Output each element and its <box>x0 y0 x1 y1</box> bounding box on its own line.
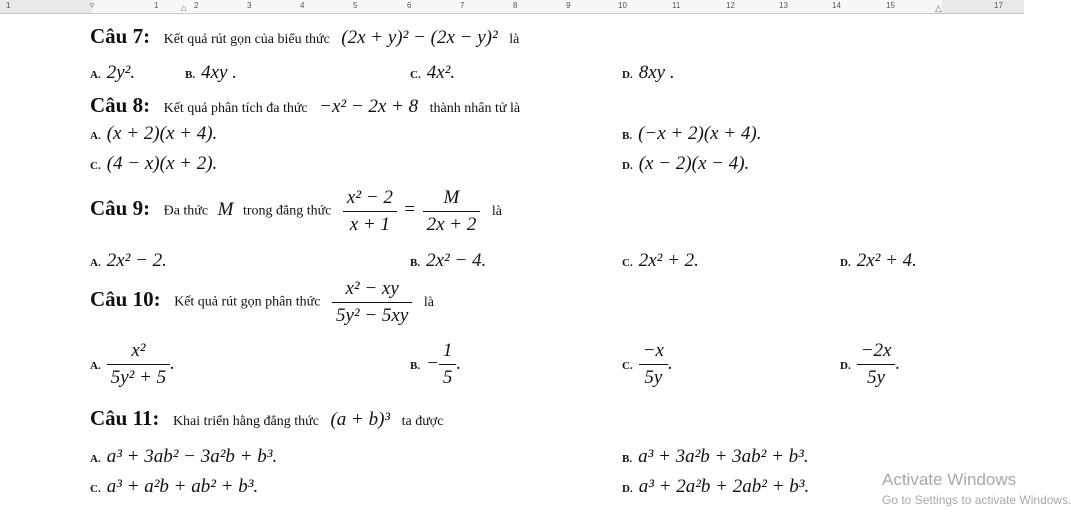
option-punct: . <box>667 352 673 374</box>
option-value: 2x² + 4. <box>856 250 917 271</box>
question-text: Kết quả rút gọn phân thức <box>174 294 321 310</box>
right-indent-marker-icon[interactable]: △ <box>935 3 942 13</box>
option-letter: B. <box>185 69 196 81</box>
q7-option-d <box>622 62 675 84</box>
fraction-right <box>423 187 481 236</box>
option-letter: B. <box>622 130 633 142</box>
question-text-2: trong đẳng thức <box>242 203 332 219</box>
option-letter: D. <box>622 483 633 495</box>
fraction <box>332 278 412 327</box>
question-suffix: là <box>423 294 434 310</box>
option-letter: A. <box>90 257 101 269</box>
option-value: a³ + 3ab² − 3a²b + b³. <box>106 446 278 467</box>
question-label: Câu 8: <box>90 93 151 117</box>
question-suffix: thành nhân tử là <box>429 101 521 116</box>
option-letter: B. <box>410 359 421 372</box>
option-fraction <box>439 340 457 389</box>
option-value: (x − 2)(x − 4). <box>638 153 750 174</box>
ruler-number: 5 <box>353 1 358 10</box>
q7-option-a <box>90 62 135 84</box>
ruler-number: 4 <box>300 1 305 10</box>
option-value: a³ + 3a²b + 3ab² + b³. <box>638 446 809 467</box>
q11-option-b <box>622 446 809 468</box>
fraction-denominator: 5y² + 5 <box>110 367 167 388</box>
option-value: (4 − x)(x + 2). <box>106 153 218 174</box>
ruler-number: 7 <box>460 1 465 10</box>
q10-option-c <box>622 340 673 389</box>
fraction-denominator: 5y <box>644 367 663 388</box>
option-value: a³ + a²b + ab² + b³. <box>106 476 259 497</box>
question-suffix: là <box>509 32 520 47</box>
ruler-number: 14 <box>832 1 841 10</box>
question-label: Câu 9: <box>90 195 151 220</box>
q9-option-c <box>622 250 699 272</box>
ruler-number: 1 <box>6 1 11 10</box>
option-fraction <box>107 340 170 389</box>
question-label: Câu 10: <box>90 286 161 311</box>
question-label: Câu 11: <box>90 406 160 430</box>
question-9 <box>90 187 502 236</box>
option-letter: D. <box>622 69 633 81</box>
option-value: a³ + 2a²b + 2ab² + b³. <box>638 476 810 497</box>
q8-option-d <box>622 153 749 175</box>
option-value: 2x² − 4. <box>426 250 487 271</box>
option-letter: D. <box>840 359 851 372</box>
q8-option-a <box>90 123 217 145</box>
option-value: 2y². <box>106 62 136 83</box>
option-sign: − <box>426 352 439 374</box>
left-indent-marker-icon[interactable]: ▿ <box>90 0 95 10</box>
q9-option-a <box>90 250 167 272</box>
option-letter: A. <box>90 359 101 372</box>
option-punct: . <box>456 352 462 374</box>
ruler-number: 10 <box>618 1 627 10</box>
ruler-number: 6 <box>407 1 412 10</box>
option-letter: A. <box>90 453 101 465</box>
q11-option-d <box>622 476 809 498</box>
option-letter: D. <box>840 257 851 269</box>
fraction-denominator: x + 1 <box>349 214 391 235</box>
option-letter: C. <box>622 257 633 269</box>
question-suffix: ta được <box>401 414 444 429</box>
option-value: 8xy . <box>638 62 675 83</box>
math-expression: (a + b)³ <box>330 409 391 430</box>
option-value: 4x². <box>426 62 456 83</box>
ruler-number: 9 <box>566 1 571 10</box>
math-expression: −x² − 2x + 8 <box>319 96 419 117</box>
option-letter: C. <box>410 69 421 81</box>
option-value: (x + 2)(x + 4). <box>106 123 218 144</box>
fraction-numerator: x² <box>107 340 170 365</box>
q10-option-d <box>840 340 900 389</box>
fraction-denominator: 5y² − 5xy <box>335 305 409 326</box>
ruler-number: 13 <box>779 1 788 10</box>
q7-option-b <box>185 62 237 84</box>
option-letter: B. <box>622 453 633 465</box>
question-text: Khai triển hằng đẳng thức <box>172 414 319 429</box>
ruler-number: 3 <box>247 1 252 10</box>
option-punct: . <box>895 352 901 374</box>
question-text: Đa thức <box>163 203 209 219</box>
ruler-number: 15 <box>886 1 895 10</box>
question-7 <box>90 24 519 49</box>
question-label: Câu 7: <box>90 24 151 48</box>
question-suffix: là <box>491 203 502 219</box>
option-letter: B. <box>410 257 421 269</box>
option-punct: . <box>170 352 175 374</box>
q7-option-c <box>410 62 455 84</box>
question-10 <box>90 278 434 327</box>
option-fraction <box>639 340 668 389</box>
question-text: Kết quả rút gọn của biểu thức <box>163 32 330 47</box>
math-expression: (2x + y)² − (2x − y)² <box>341 27 498 48</box>
activate-windows-hint: Go to Settings to activate Windows. <box>882 493 1071 507</box>
option-letter: A. <box>90 69 101 81</box>
option-letter: D. <box>622 160 633 172</box>
first-line-indent-marker-icon[interactable]: ⌂ <box>181 3 187 13</box>
ruler-number: 17 <box>994 1 1003 10</box>
option-value: 2x² − 2. <box>106 250 167 271</box>
option-letter: C. <box>90 483 101 495</box>
q11-option-a <box>90 446 277 468</box>
q9-option-d <box>840 250 917 272</box>
q8-option-c <box>90 153 217 175</box>
ruler-number: 11 <box>672 1 681 10</box>
horizontal-ruler[interactable] <box>0 0 1024 14</box>
ruler-number: 12 <box>726 1 735 10</box>
option-letter: C. <box>90 160 101 172</box>
option-letter: C. <box>622 359 633 372</box>
ruler-number: 2 <box>194 1 199 10</box>
q10-option-b <box>410 340 461 389</box>
fraction-numerator: 1 <box>439 340 457 365</box>
variable-m: M <box>217 198 234 220</box>
question-text: Kết quả phân tích đa thức <box>163 101 308 116</box>
question-8 <box>90 93 520 118</box>
option-value: (−x + 2)(x + 4). <box>638 123 762 144</box>
question-11 <box>90 406 443 431</box>
equals-sign: = <box>404 198 416 220</box>
option-letter: A. <box>90 130 101 142</box>
q8-option-b <box>622 123 761 145</box>
fraction-denominator: 2x + 2 <box>426 214 477 235</box>
fraction-numerator: M <box>423 187 481 212</box>
fraction-numerator: x² − 2 <box>343 187 397 212</box>
fraction-numerator: −2x <box>857 340 896 365</box>
fraction-denominator: 5 <box>442 367 453 388</box>
fraction-numerator: −x <box>639 340 668 365</box>
fraction-left <box>343 187 397 236</box>
fraction-denominator: 5y <box>867 367 886 388</box>
option-value: 2x² + 2. <box>638 250 699 271</box>
q11-option-c <box>90 476 258 498</box>
fraction-numerator: x² − xy <box>332 278 412 303</box>
q10-option-a <box>90 340 175 389</box>
option-fraction <box>857 340 896 389</box>
q9-option-b <box>410 250 486 272</box>
ruler-number: 1 <box>154 1 159 10</box>
activate-windows-watermark: Activate Windows <box>882 470 1017 489</box>
option-value: 4xy . <box>201 62 237 83</box>
ruler-number: 8 <box>513 1 518 10</box>
